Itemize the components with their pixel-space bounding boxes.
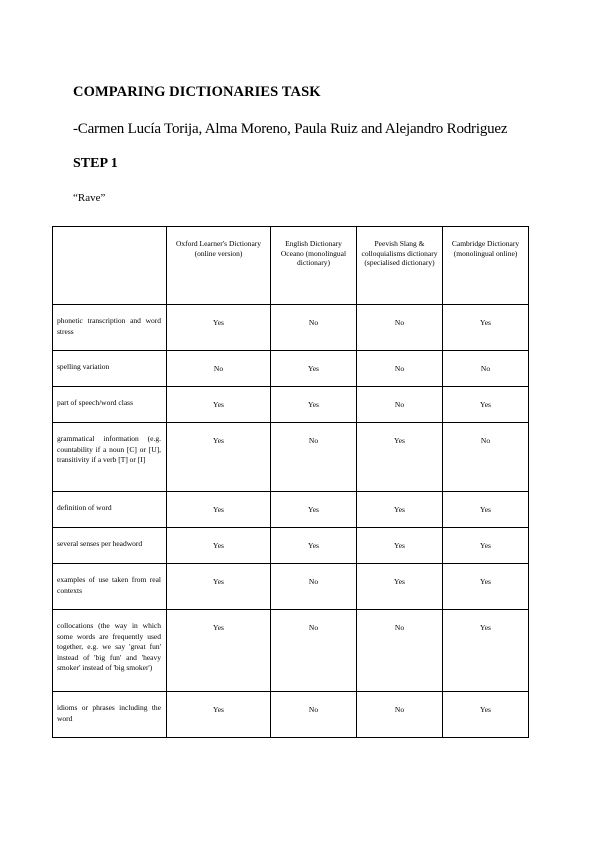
table-row xyxy=(53,305,529,351)
criterion-cell: spelling variation xyxy=(53,351,167,387)
table-row xyxy=(53,610,529,692)
document-title: COMPARING DICTIONARIES TASK xyxy=(73,84,321,100)
value-cell: Yes xyxy=(443,305,529,351)
value-cell: Yes xyxy=(271,387,357,423)
header-peevish: Peevish Slang & colloquialisms dictionary (specialised dictionary) xyxy=(357,227,443,305)
header-cambridge: Cambridge Dictionary (monolingual online) xyxy=(443,227,529,305)
criterion-cell: definition of word xyxy=(53,492,167,528)
header-corner-cell xyxy=(53,227,167,305)
table-row xyxy=(53,564,529,610)
value-cell: Yes xyxy=(167,528,271,564)
value-cell: Yes xyxy=(271,351,357,387)
value-cell: Yes xyxy=(167,423,271,492)
criterion-cell: idioms or phrases including the word xyxy=(53,692,167,738)
header-oceano: English Dictionary Oceano (monolingual dictionary) xyxy=(271,227,357,305)
table-row xyxy=(53,692,529,738)
value-cell: Yes xyxy=(167,610,271,692)
value-cell: Yes xyxy=(167,692,271,738)
value-cell: No xyxy=(443,423,529,492)
value-cell: Yes xyxy=(443,528,529,564)
criterion-cell: examples of use taken from real contexts xyxy=(53,564,167,610)
comparison-table xyxy=(52,226,529,738)
value-cell: Yes xyxy=(443,610,529,692)
table-row xyxy=(53,351,529,387)
table-row xyxy=(53,492,529,528)
step-heading: STEP 1 xyxy=(73,156,118,171)
value-cell: Yes xyxy=(443,692,529,738)
criterion-cell: part of speech/word class xyxy=(53,387,167,423)
value-cell: Yes xyxy=(167,305,271,351)
value-cell: No xyxy=(271,564,357,610)
table-row xyxy=(53,528,529,564)
criterion-cell: several senses per headword xyxy=(53,528,167,564)
value-cell: Yes xyxy=(271,492,357,528)
table-header-row xyxy=(53,227,529,305)
value-cell: No xyxy=(357,387,443,423)
table-row xyxy=(53,387,529,423)
value-cell: No xyxy=(271,305,357,351)
criterion-cell: grammatical information (e.g. countability if a noun [C] or [U], transitivity if a verb [T] or [I] xyxy=(53,423,167,492)
value-cell: No xyxy=(357,692,443,738)
table-row xyxy=(53,423,529,492)
value-cell: Yes xyxy=(357,528,443,564)
value-cell: Yes xyxy=(271,528,357,564)
value-cell: Yes xyxy=(443,387,529,423)
value-cell: Yes xyxy=(357,492,443,528)
value-cell: Yes xyxy=(167,564,271,610)
value-cell: No xyxy=(271,692,357,738)
value-cell: Yes xyxy=(167,387,271,423)
value-cell: Yes xyxy=(167,492,271,528)
value-cell: No xyxy=(357,610,443,692)
authors-line: -Carmen Lucía Torija, Alma Moreno, Paula Ruiz and Alejandro Rodriguez xyxy=(73,121,508,137)
value-cell: Yes xyxy=(357,564,443,610)
value-cell: No xyxy=(167,351,271,387)
value-cell: No xyxy=(271,610,357,692)
criterion-cell: collocations (the way in which some words are frequently used together, e.g. we say 'great fun' instead of 'big fun' and 'heavy smoker' instead of 'big smoker') xyxy=(53,610,167,692)
value-cell: No xyxy=(271,423,357,492)
value-cell: Yes xyxy=(443,564,529,610)
value-cell: Yes xyxy=(443,492,529,528)
value-cell: Yes xyxy=(357,423,443,492)
value-cell: No xyxy=(357,351,443,387)
value-cell: No xyxy=(357,305,443,351)
value-cell: No xyxy=(443,351,529,387)
header-oxford: Oxford Learner's Dictionary (online version) xyxy=(167,227,271,305)
criterion-cell: phonetic transcription and word stress xyxy=(53,305,167,351)
target-word: “Rave” xyxy=(73,192,106,204)
